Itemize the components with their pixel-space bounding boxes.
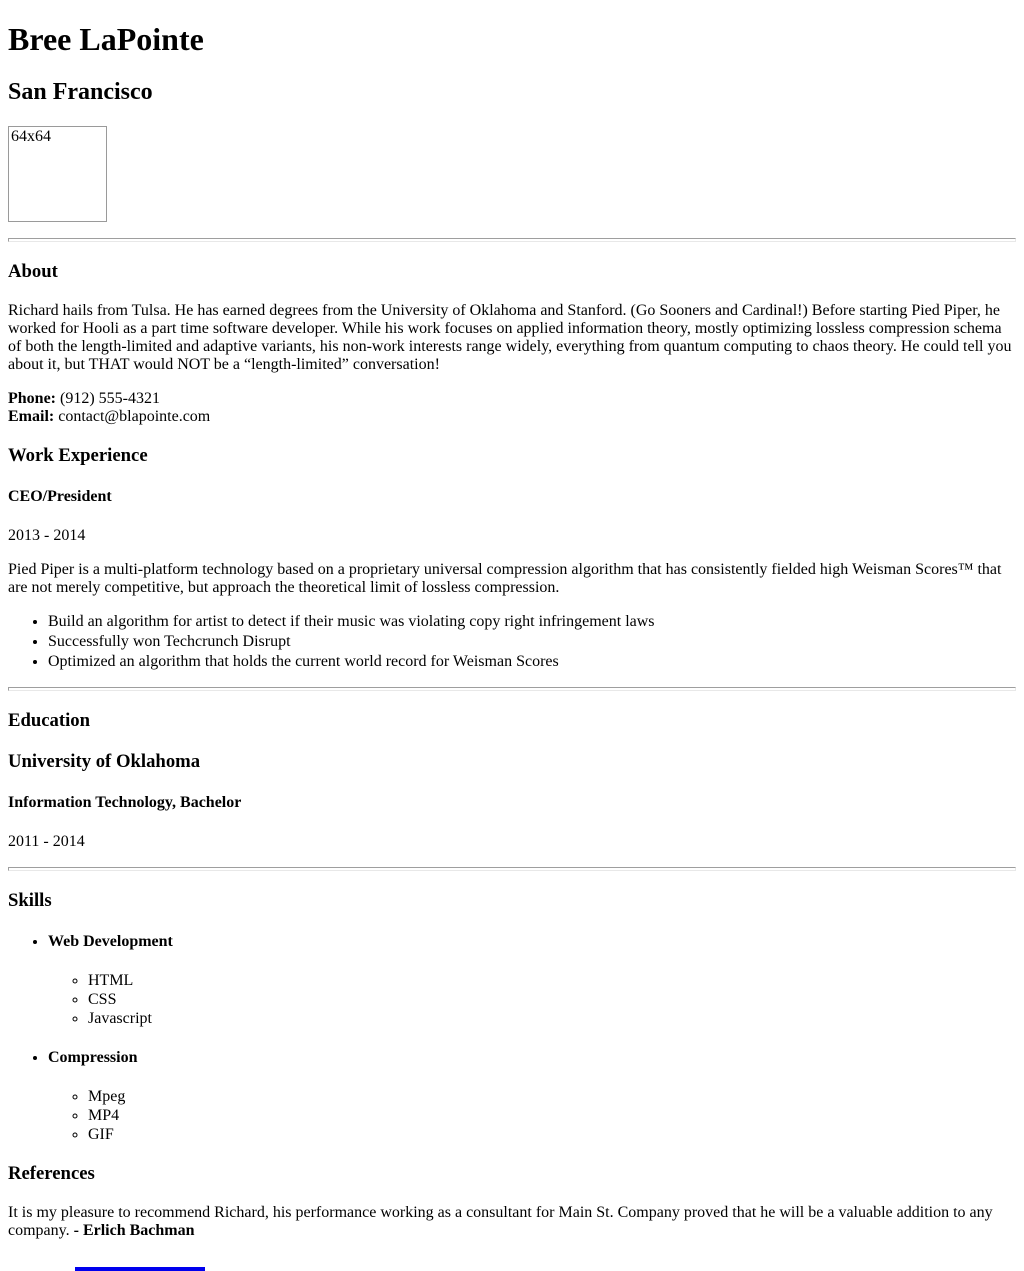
about-heading: About — [8, 261, 58, 282]
skill-group — [48, 933, 1016, 1028]
profile-photo-wrap — [8, 126, 1016, 222]
school-name: University of Oklahoma — [8, 751, 201, 772]
skills-list — [8, 933, 1016, 1144]
highlight-item: • Successfully won Techcrunch Disrupt — [48, 633, 1016, 651]
skill-item: ◦ HTML — [88, 972, 1016, 990]
work-experience-heading: Work Experience — [8, 445, 148, 466]
reference-quote: It is my pleasure to recommend Richard, his performance working as a consultant for Main St. Company proved that he will be a valuable addition to any company. — [8, 1204, 993, 1239]
skill-item: ◦ MP4 — [88, 1107, 1016, 1125]
references-heading: References — [8, 1163, 95, 1184]
phone-value: (912) 555-4321 — [60, 390, 160, 407]
skill-group-name: • Web Development — [48, 933, 173, 950]
skill-item: ◦ Mpeg — [88, 1088, 1016, 1106]
skill-group — [48, 1049, 1016, 1144]
location-subtitle: San Francisco — [8, 79, 153, 105]
reference-attribution: - Erlich Bachman — [73, 1222, 195, 1239]
education-dates: 2011 - 2014 — [8, 833, 85, 850]
section-divider — [8, 687, 1016, 691]
degree: Information Technology, Bachelor — [8, 794, 242, 811]
skills-heading: Skills — [8, 890, 52, 911]
highlight-item: • Build an algorithm for artist to detect if their music was violating copy right infringement laws — [48, 613, 1016, 631]
highlight-item: • Optimized an algorithm that holds the current world record for Weisman Scores — [48, 653, 1016, 671]
reference-paragraph — [8, 1204, 1016, 1240]
phone-label: Phone: — [8, 390, 56, 407]
profile-photo-broken-image: 64x64 — [8, 126, 107, 222]
skill-item: ◦ Javascript — [88, 1010, 1016, 1028]
section-divider — [8, 238, 1016, 242]
email-label: Email: — [8, 408, 55, 425]
job-title: CEO/President — [8, 488, 112, 505]
job-highlights-list — [8, 613, 1016, 671]
skill-item: ◦ CSS — [88, 991, 1016, 1009]
resume-page — [0, 21, 1024, 1240]
contact-block — [8, 390, 1016, 426]
page-title: Bree LaPointe — [8, 21, 204, 57]
email-value: contact@blapointe.com — [58, 408, 211, 425]
job-dates: 2013 - 2014 — [8, 527, 86, 544]
skill-item: ◦ GIF — [88, 1126, 1016, 1144]
skill-group-name: • Compression — [48, 1049, 138, 1066]
skill-sub-list — [48, 1088, 1016, 1144]
job-description: Pied Piper is a multi-platform technology based on a proprietary universal compression algorithm that has consistently fielded high Weisman Scores™ that are not merely competitive, but approach the theoretical limit of lossless compression. — [8, 561, 1002, 596]
cutoff-link-sliver[interactable] — [75, 1267, 205, 1271]
education-heading: Education — [8, 710, 91, 731]
section-divider — [8, 867, 1016, 871]
skill-sub-list — [48, 972, 1016, 1028]
bio-paragraph: Richard hails from Tulsa. He has earned degrees from the University of Oklahoma and Stanford. (Go Sooners and Cardinal!) Before starting Pied Piper, he worked for Hooli as a part time software developer. While his work focuses on applied information theory, mostly optimizing lossless compression schema of both the length-limited and adaptive variants, his non-work interests range widely, everything from quantum computing to chaos theory. He could tell you about it, but THAT would NOT be a “length-limited” conversation! — [8, 302, 1012, 373]
